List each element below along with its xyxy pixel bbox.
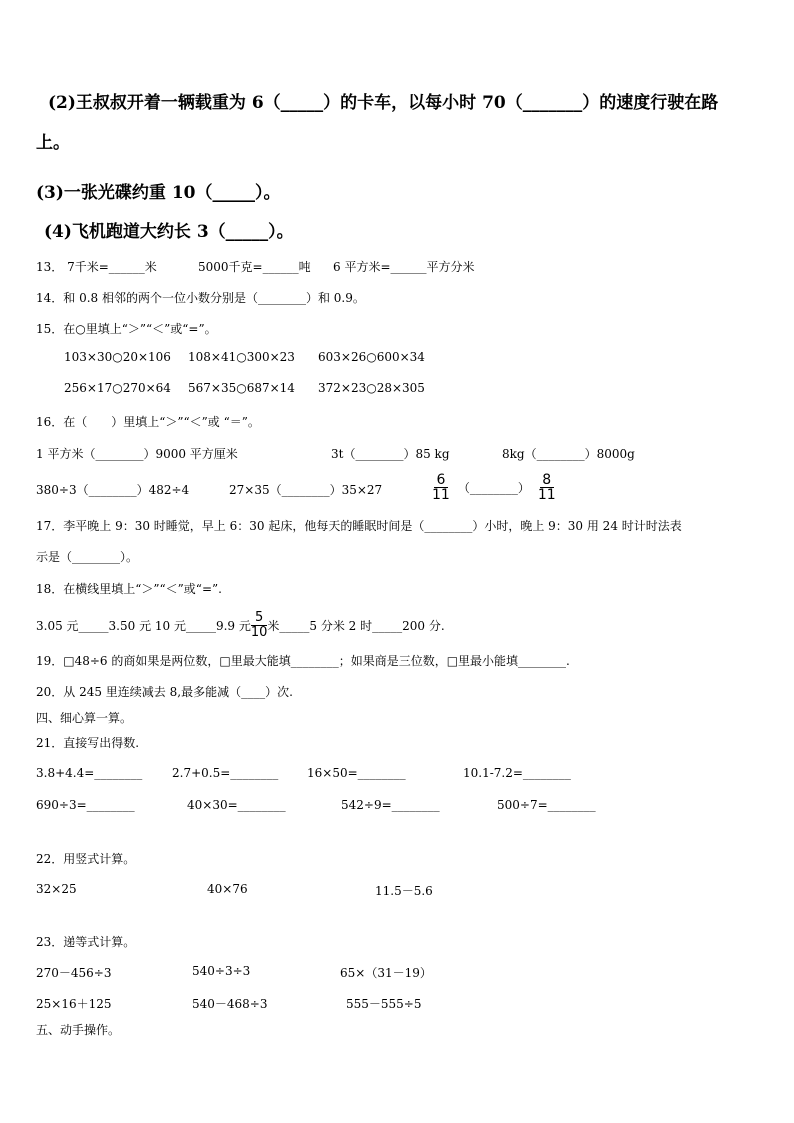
q16-fraction-right-denominator: 11 (537, 486, 556, 503)
q23-r2-c2: 540－468÷3 (192, 997, 268, 1011)
q13-number: 13． (36, 260, 64, 274)
q12-part2-line2: 上。 (36, 133, 70, 153)
q16-title: 16．在（ ）里填上“＞”“＜”或 “＝”。 (36, 415, 260, 429)
q15-r2-c2: 567×35○687×14 (188, 381, 295, 395)
q15-r1-c2: 108×41○300×23 (188, 350, 295, 364)
q23-r2-c1: 25×16＋125 (36, 997, 112, 1011)
q16-fraction-right (538, 473, 556, 502)
q23-r1-c2: 540÷3÷3 (192, 964, 251, 978)
q16-r1-c2: 3t（________）85 kg (331, 447, 450, 461)
q22-item-2: 40×76 (207, 882, 248, 896)
q16-r2-c1: 380÷3（________）482÷4 (36, 483, 190, 497)
q13-item-b: 5000千克=______吨 (198, 260, 311, 274)
q12-part4: (4)飞机跑道大约长 3（_____）。 (44, 222, 294, 242)
q16-r1-c3: 8kg（________）8000g (502, 447, 635, 461)
q13-item-c: 6 平方米=______平方分米 (333, 260, 475, 274)
section-5-heading: 五、动手操作。 (36, 1023, 121, 1037)
q16-fraction-left-numerator: 6 (436, 471, 446, 488)
q20: 20．从 245 里连续减去 8,最多能减（____）次. (36, 685, 293, 699)
q16-fraction-right-numerator: 8 (542, 471, 552, 488)
q21-r2-c2: 40×30=________ (187, 798, 286, 812)
q15-r1-c1: 103×30○20×106 (64, 350, 171, 364)
q18-title: 18．在横线里填上“＞”“＜”或“=”. (36, 582, 222, 596)
q19: 19．□48÷6 的商如果是两位数，□里最大能填________；如果商是三位数，□里最小能填________. (36, 654, 570, 668)
q17-line2: 示是（________）。 (36, 550, 139, 564)
q17-line1: 17．李平晚上 9：30 时睡觉，早上 6：30 起床，他每天的睡眠时间是（________）小时，晚上 9：30 用 24 时计时法表 (36, 519, 682, 533)
q16-r2-c2: 27×35（________）35×27 (229, 483, 383, 497)
q21-r1-c3: 16×50=________ (307, 766, 406, 780)
q12-part3: (3)一张光碟约重 10（_____）。 (36, 183, 281, 203)
q22-item-3: 11.5－5.6 (375, 884, 433, 898)
q23-title: 23．递等式计算。 (36, 935, 136, 949)
q18-fraction (251, 611, 268, 640)
q23-r1-c1: 270－456÷3 (36, 966, 112, 980)
q21-r1-c2: 2.7+0.5=________ (172, 766, 279, 780)
q16-fraction-left-denominator: 11 (432, 486, 450, 503)
section-4-heading: 四、细心算一算。 (36, 711, 133, 725)
q23-r2-c3: 555－555÷5 (346, 997, 422, 1011)
q15-r1-c3: 603×26○600×34 (318, 350, 425, 364)
q18-body (36, 609, 445, 641)
q18-part-after: 米_____5 分米 2 时_____200 分. (267, 618, 445, 633)
q16-r1-c1: 1 平方米（________）9000 平方厘米 (36, 447, 238, 461)
q14: 14．和 0.8 相邻的两个一位小数分别是（________）和 0.9。 (36, 291, 365, 305)
q16-fraction-compare (432, 467, 556, 507)
q15-title: 15．在○里填上“＞”“＜”或“=”。 (36, 322, 217, 336)
q22-title: 22．用竖式计算。 (36, 852, 136, 866)
q21-r1-c1: 3.8+4.4=________ (36, 766, 143, 780)
q21-title: 21．直接写出得数. (36, 736, 140, 750)
q18-fraction-denominator: 10 (250, 624, 268, 640)
q18-fraction-numerator: 5 (255, 609, 264, 625)
q13 (36, 258, 157, 275)
q21-r2-c3: 542÷9=________ (341, 798, 440, 812)
q13-item-a: 7千米=______米 (67, 260, 157, 274)
q23-r1-c3: 65×（31－19） (340, 966, 432, 980)
q16-fraction-left (432, 473, 450, 502)
q21-r2-c1: 690÷3=________ (36, 798, 135, 812)
q16-fraction-blank: （________） (457, 480, 530, 495)
q22-item-1: 32×25 (36, 882, 77, 896)
q21-r2-c4: 500÷7=________ (497, 798, 596, 812)
q15-r2-c1: 256×17○270×64 (64, 381, 171, 395)
q18-part-before: 3.05 元_____3.50 元 10 元_____9.9 元 (36, 618, 251, 633)
q21-r1-c4: 10.1-7.2=________ (463, 766, 571, 780)
q15-r2-c3: 372×23○28×305 (318, 381, 425, 395)
q12-part2-line1: (2)王叔叔开着一辆载重为 6（_____）的卡车，以每小时 70（_______）的速度行驶在路 (48, 93, 719, 113)
